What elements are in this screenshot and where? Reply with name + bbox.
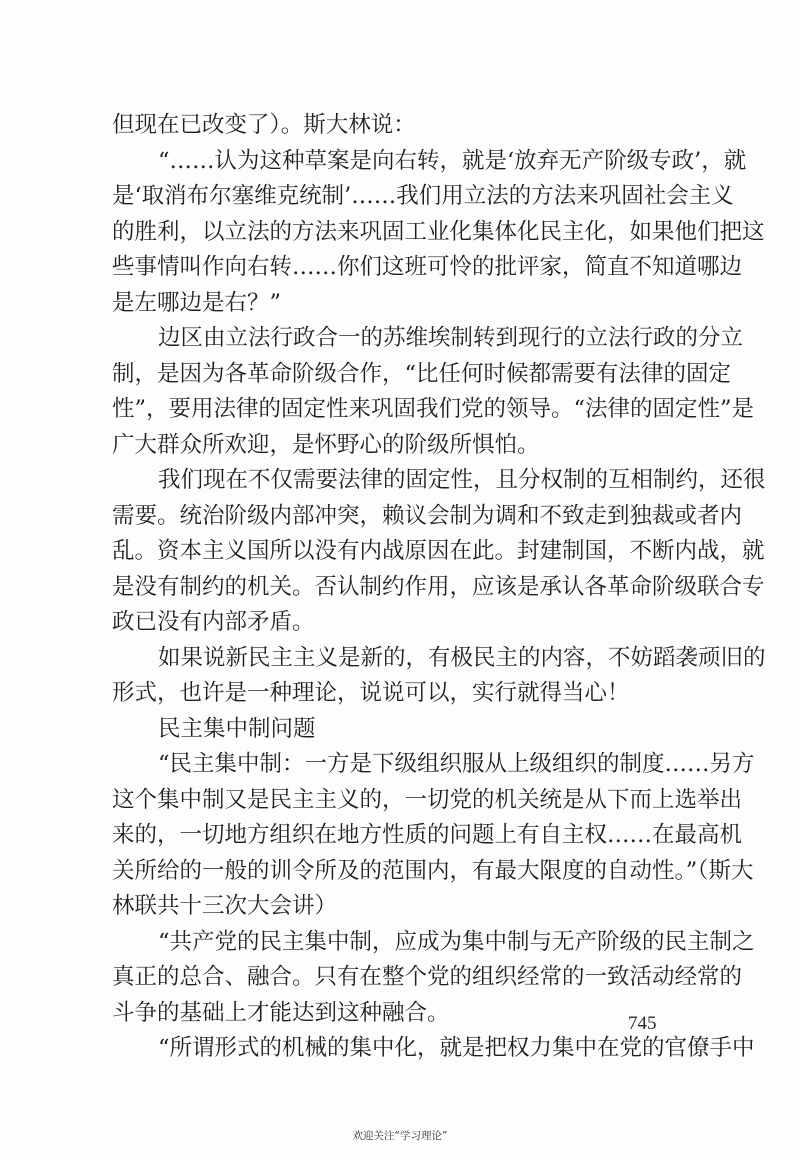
text-line: 的胜利，以立法的方法来巩固工业化集体化民主化，如果他们把这 xyxy=(112,218,765,245)
text-line: 是左哪边是右？” xyxy=(112,289,282,316)
text-line: 政已没有内部矛盾。 xyxy=(112,609,315,635)
text-line: 边区由立法行政合一的苏维埃制转到现行的立法行政的分立 xyxy=(158,325,744,351)
text-line: “……认为这种草案是向右转，就是‘放弃无产阶级专政’，就 xyxy=(158,147,747,174)
text-line: 关所给的一般的训令所及的范围内，有最大限度的自动性。”（斯大 xyxy=(112,857,754,884)
text-line: 民主集中制问题 xyxy=(158,715,316,742)
page-number: 745 xyxy=(628,1013,657,1034)
text-line: “共产党的民主集中制，应成为集中制与无产阶级的民主制之 xyxy=(158,928,755,955)
text-line: 来的，一切地方组织在地方性质的问题上有自主权……在最高机 xyxy=(112,822,743,848)
text-line: “民主集中制：一方是下级组织服从上级组织的制度……另方 xyxy=(158,751,755,777)
body-text xyxy=(112,108,766,1067)
text-line: 制，是因为各革命阶级合作，“比任何时候都需要有法律的固定 xyxy=(112,360,732,387)
text-line: 广大群众所欢迎，是怀野心的阶级所惧怕。 xyxy=(112,431,540,458)
text-line: 我们现在不仅需要法律的固定性，且分权制的互相制约，还很 xyxy=(158,467,766,493)
text-line: 真正的总合、融合。只有在整个党的组织经常的一致活动经常的 xyxy=(112,964,743,990)
text-line: 需要。统治阶级内部冲突，赖议会制为调和不致走到独裁或者内 xyxy=(112,502,743,529)
text-line: “所谓形式的机械的集中化，就是把权力集中在党的官僚手中 xyxy=(158,1035,755,1061)
text-line: 形式，也许是一种理论，说说可以，实行就得当心！ xyxy=(112,680,630,706)
text-line: 但现在已改变了）。斯大林说： xyxy=(112,112,416,138)
text-line: 这个集中制又是民主主义的，一切党的机关统是从下而上选举出 xyxy=(112,786,743,813)
text-line: 是没有制约的机关。否认制约作用，应该是承认各革命阶级联合专 xyxy=(112,573,765,600)
footer-caption: 欢迎关注“学习理论” xyxy=(352,1130,448,1142)
text-line: 是‘取消布尔塞维克统制’……我们用立法的方法来巩固社会主义 xyxy=(112,183,734,209)
text-line: 斗争的基础上才能达到这种融合。 xyxy=(112,999,450,1026)
text-line: 林联共十三次大会讲） xyxy=(112,893,338,919)
text-line: 性”，要用法律的固定性来巩固我们党的领导。“法律的固定性”是 xyxy=(112,396,755,422)
text-line: 如果说新民主主义是新的，有极民主的内容，不妨蹈袭顽旧的 xyxy=(158,644,766,671)
text-line: 乱。资本主义国所以没有内战原因在此。封建制国，不断内战，就 xyxy=(112,538,765,564)
text-line: 些事情叫作向右转……你们这班可怜的批评家，简直不知道哪边 xyxy=(112,254,743,280)
